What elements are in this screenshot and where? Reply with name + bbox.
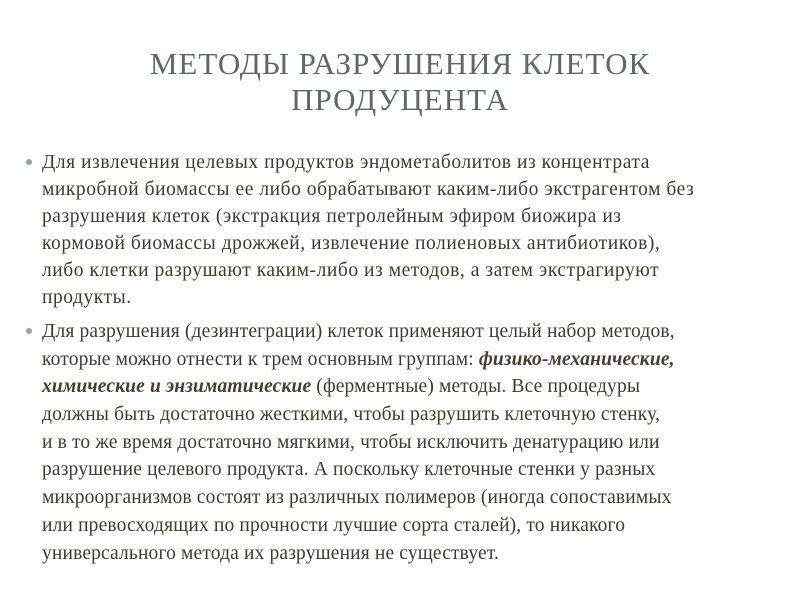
- slide-title: [0, 46, 800, 118]
- text-line: микробной биомассы ее либо обрабатывают каким-либо экстрагентом без: [42, 179, 695, 200]
- text: которые можно отнести к трем основным группам:: [42, 348, 479, 370]
- bullet-icon: [26, 159, 32, 165]
- text-line: [42, 373, 675, 401]
- text-line: универсального метода их разрушения не существует.: [42, 542, 500, 564]
- emphasis-physical-mechanical: физико-механические,: [478, 348, 675, 370]
- text-line: кормовой биомассы дрожжей, извлечение полиеновых антибиотиков),: [42, 233, 661, 254]
- text-line: либо клетки разрушают каким-либо из методов, а затем экстрагируют: [42, 260, 660, 281]
- slide-title-line: МЕТОДЫ РАЗРУШЕНИЯ КЛЕТОК: [149, 46, 651, 81]
- text-line: должны быть достаточно жесткими, чтобы разрушить клеточную стенку,: [42, 404, 661, 426]
- paragraph-extraction: [42, 149, 694, 311]
- bullet-icon: [26, 328, 32, 334]
- text: Для разрушения (дезинтеграции) клеток применяют целый набор методов,: [42, 321, 675, 342]
- paragraph-disintegration: [42, 318, 675, 567]
- text-line: и в то же время достаточно мягкими, чтобы исключить денатурацию или: [42, 431, 660, 453]
- slide-title-line: ПРОДУЦЕНТА: [291, 82, 509, 117]
- text-line: продукты.: [42, 287, 132, 308]
- text: (ферментные) методы. Все процедуры: [311, 376, 641, 398]
- text-line: или превосходящих по прочности лучшие сорта сталей), то никакого: [42, 514, 626, 536]
- text-line: [42, 318, 675, 346]
- text-line: Для извлечения целевых продуктов эндометаболитов из концентрата: [42, 152, 650, 173]
- text-line: [42, 346, 675, 374]
- text-line: разрушения клеток (экстракция петролейным эфиром биожира из: [42, 206, 622, 227]
- text-line: микроорганизмов состоят из различных полимеров (иногда сопоставимых: [42, 487, 672, 509]
- emphasis-chemical-enzymatic: химические и энзиматические: [42, 376, 312, 398]
- text-line: разрушение целевого продукта. А поскольку клеточные стенки у разных: [42, 459, 656, 481]
